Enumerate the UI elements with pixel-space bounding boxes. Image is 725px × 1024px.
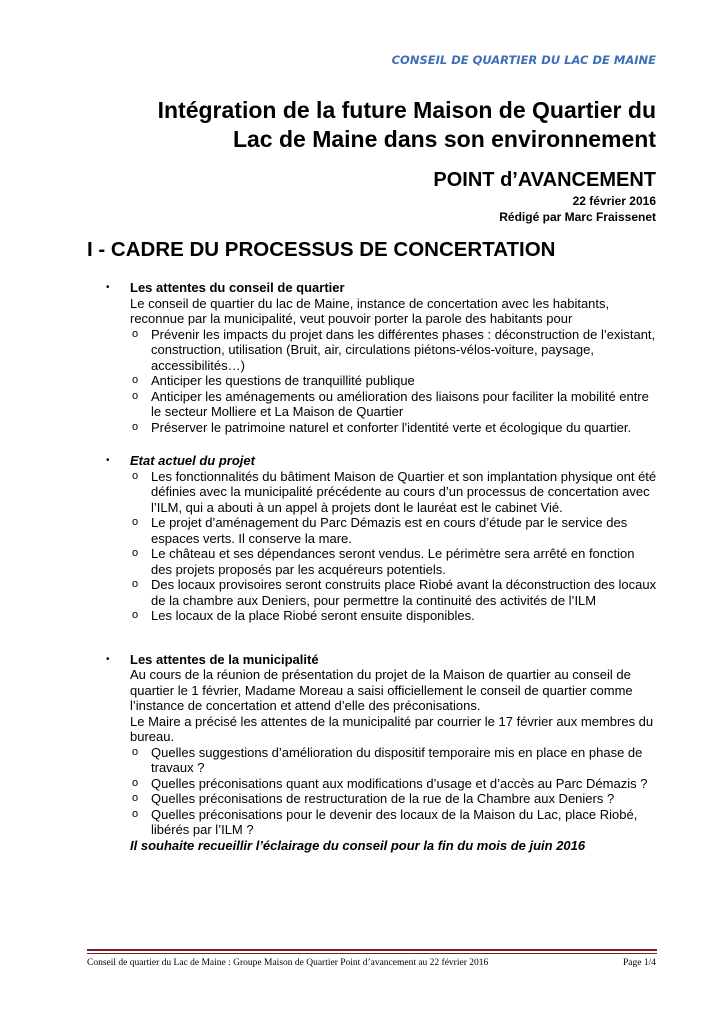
list-item	[130, 327, 659, 374]
circle-bullet-icon: o	[132, 420, 139, 433]
list-item	[130, 469, 659, 516]
bullet-icon: •	[106, 282, 110, 293]
block-heading: Etat actuel du projet	[130, 453, 255, 468]
title-line-2: Lac de Maine dans son environnement	[232, 126, 656, 152]
document-author: Rédigé par Marc Fraissenet	[499, 210, 656, 224]
circle-bullet-icon: o	[132, 578, 139, 590]
sub-list	[130, 745, 659, 838]
list-item	[130, 577, 659, 608]
list-item	[130, 420, 659, 436]
document-title	[96, 96, 656, 154]
circle-bullet-icon: o	[132, 469, 139, 482]
list-item	[130, 745, 659, 776]
list-item-text: Anticiper les questions de tranquillité publique	[151, 373, 415, 388]
bullet-icon: •	[106, 653, 110, 665]
list-item-text: Le projet d’aménagement du Parc Démazis est en cours d’étude par le service des espaces verts. Il conserve la mare.	[151, 515, 628, 546]
block-paragraph: Au cours de la réunion de présentation du projet de la Maison de quartier au conseil de quartier le 1 février, Madame Moreau a saisi officiellement le conseil de quartier comme l’instance de concertation et attend d’elle des préconisations.	[130, 667, 633, 713]
list-item-text: Des locaux provisoires seront construits place Riobé avant la déconstruction des locaux de la chambre aux Deniers, pour permettre la continuité des activités de l’ILM	[151, 577, 657, 608]
block-municipalite-attentes	[87, 652, 659, 854]
list-item	[130, 791, 659, 807]
list-item-text: Quelles préconisations quant aux modifications d’usage et d’accès au Parc Démazis ?	[151, 775, 648, 791]
list-item	[130, 608, 659, 624]
block-etat-projet	[87, 453, 659, 624]
document-header: CONSEIL DE QUARTIER DU LAC DE MAINE	[391, 53, 656, 67]
circle-bullet-icon: o	[132, 745, 139, 758]
closing-statement: Il souhaite recueillir l’éclairage du conseil pour la fin du mois de juin 2016	[130, 837, 586, 853]
list-item-text: Le château et ses dépendances seront vendus. Le périmètre sera arrêté en fonction des projets proposés par les acquéreurs potentiels.	[151, 546, 635, 577]
section-title: I - CADRE DU PROCESSUS DE CONCERTATION	[87, 238, 556, 261]
circle-bullet-icon: o	[132, 327, 139, 340]
footer-rule-thin	[87, 953, 657, 954]
list-item-text: Prévenir les impacts du projet dans les différentes phases : déconstruction de l’existant, construction, utilisation (Bruit, air, circulations piétons-vélos-voiture, paysage, accessibilités…)	[151, 326, 656, 373]
circle-bullet-icon: o	[132, 516, 139, 528]
document-subtitle: POINT d’AVANCEMENT	[433, 169, 656, 191]
list-item	[130, 515, 659, 546]
list-item	[130, 389, 659, 420]
page-number: Page 1/4	[623, 958, 656, 968]
list-item-text: Préserver le patrimoine naturel et conforter l'identité verte et écologique du quartier.	[151, 419, 632, 435]
title-line-1: Intégration de la future Maison de Quartier du	[157, 97, 656, 123]
list-item-text: Quelles suggestions d’amélioration du dispositif temporaire mis en place en phase de travaux ?	[151, 744, 643, 775]
circle-bullet-icon: o	[132, 547, 139, 559]
block-paragraph: Le conseil de quartier du lac de Maine, instance de concertation avec les habitants, reconnue par la municipalité, veut pouvoir porter la parole des habitants pour	[130, 295, 610, 326]
block-heading: Les attentes du conseil de quartier	[130, 280, 345, 295]
list-item-text: Quelles préconisations de restructuration de la rue de la Chambre aux Deniers ?	[151, 791, 615, 806]
circle-bullet-icon: o	[132, 807, 139, 820]
block-heading: Les attentes de la municipalité	[130, 651, 319, 667]
list-item	[130, 546, 659, 577]
list-item-text: Les fonctionnalités du bâtiment Maison de Quartier et son implantation physique ont été définies avec la municipalité précédente au cours d’un processus de concertation avec l’ILM, qui a abouti à un appel à projets dont le lauréat est le cabinet Vié.	[151, 468, 657, 515]
sub-list	[130, 327, 659, 436]
footer-rule	[87, 949, 657, 951]
block-paragraph: Le Maire a précisé les attentes de la municipalité par courrier le 17 février aux membres du bureau.	[130, 713, 654, 744]
list-item-text: Les locaux de la place Riobé seront ensuite disponibles.	[151, 608, 475, 623]
list-item-text: Quelles préconisations pour le devenir des locaux de la Maison du Lac, place Riobé, libérés par l’ILM ?	[151, 806, 638, 837]
document-body	[87, 280, 659, 853]
list-item	[130, 807, 659, 838]
circle-bullet-icon: o	[132, 389, 139, 402]
footer-text: Conseil de quartier du Lac de Maine : Groupe Maison de Quartier Point d’avancement au 22 février 2016	[87, 958, 489, 968]
document-date: 22 février 2016	[572, 194, 656, 208]
block-conseil-attentes	[87, 280, 659, 435]
list-item	[130, 373, 659, 389]
circle-bullet-icon: o	[132, 792, 139, 804]
list-item	[130, 776, 659, 792]
list-item-text: Anticiper les aménagements ou amélioration des liaisons pour faciliter la mobilité entre le secteur Molliere et La Maison de Quartier	[151, 388, 649, 419]
circle-bullet-icon: o	[132, 609, 139, 621]
bullet-icon: •	[106, 455, 110, 466]
sub-list	[130, 469, 659, 624]
circle-bullet-icon: o	[132, 776, 139, 789]
circle-bullet-icon: o	[132, 374, 139, 386]
